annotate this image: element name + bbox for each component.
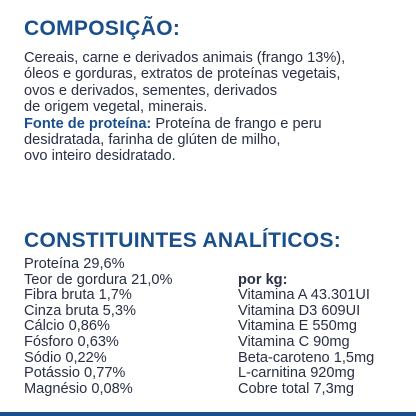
- constituent-item: Magnésio 0,08%: [24, 380, 133, 397]
- vitamin-item: Vitamina D3 609UI: [238, 302, 361, 319]
- constituents-left-column: [24, 257, 172, 397]
- constituent-item: Teor de gordura 21,0%: [24, 271, 173, 288]
- protein-source-line: ovo inteiro desidratado.: [24, 148, 176, 165]
- composition-line: Cereais, carne e derivados animais (frango 13%),: [24, 50, 346, 66]
- constituent-item: Proteína 29,6%: [24, 256, 125, 272]
- protein-source-line: desidratada, farinha de glúten de milho,: [24, 132, 281, 149]
- composition-heading: COMPOSIÇÃO:: [24, 17, 181, 40]
- constituent-item: Potássio 0,77%: [24, 365, 126, 382]
- protein-source-label: Fonte de proteína:: [24, 115, 152, 132]
- per-kg-label: por kg:: [238, 271, 288, 288]
- constituents-right-column: [238, 257, 374, 397]
- protein-source-text: Proteína de frango e peru: [151, 115, 322, 132]
- vitamin-item: Beta-caroteno 1,5mg: [238, 349, 375, 366]
- column-spacer: [238, 257, 374, 273]
- protein-source-line: [24, 116, 404, 132]
- footer-bar: [0, 412, 416, 416]
- constituent-item: Fibra bruta 1,7%: [24, 287, 132, 304]
- constituent-item: Cinza bruta 5,3%: [24, 302, 136, 319]
- constituent-item: Sódio 0,22%: [24, 349, 107, 366]
- constituent-item: Cálcio 0,86%: [24, 318, 110, 335]
- analytical-constituents-heading: CONSTITUINTES ANALÍTICOS:: [24, 229, 342, 252]
- vitamin-item: Vitamina E 550mg: [238, 318, 357, 335]
- constituent-item: Fósforo 0,63%: [24, 333, 119, 350]
- vitamin-item: Vitamina C 90mg: [238, 333, 350, 350]
- vitamin-item: L-carnitina 920mg: [238, 365, 355, 382]
- composition-line: ovos e derivados, sementes, derivados: [24, 82, 278, 99]
- composition-line: óleos e gorduras, extratos de proteínas vegetais,: [24, 66, 341, 83]
- composition-text: [24, 50, 404, 165]
- composition-line: de origem vegetal, minerais.: [24, 99, 208, 116]
- vitamin-item: Vitamina A 43.301UI: [238, 287, 370, 304]
- vitamin-item: Cobre total 7,3mg: [238, 380, 355, 397]
